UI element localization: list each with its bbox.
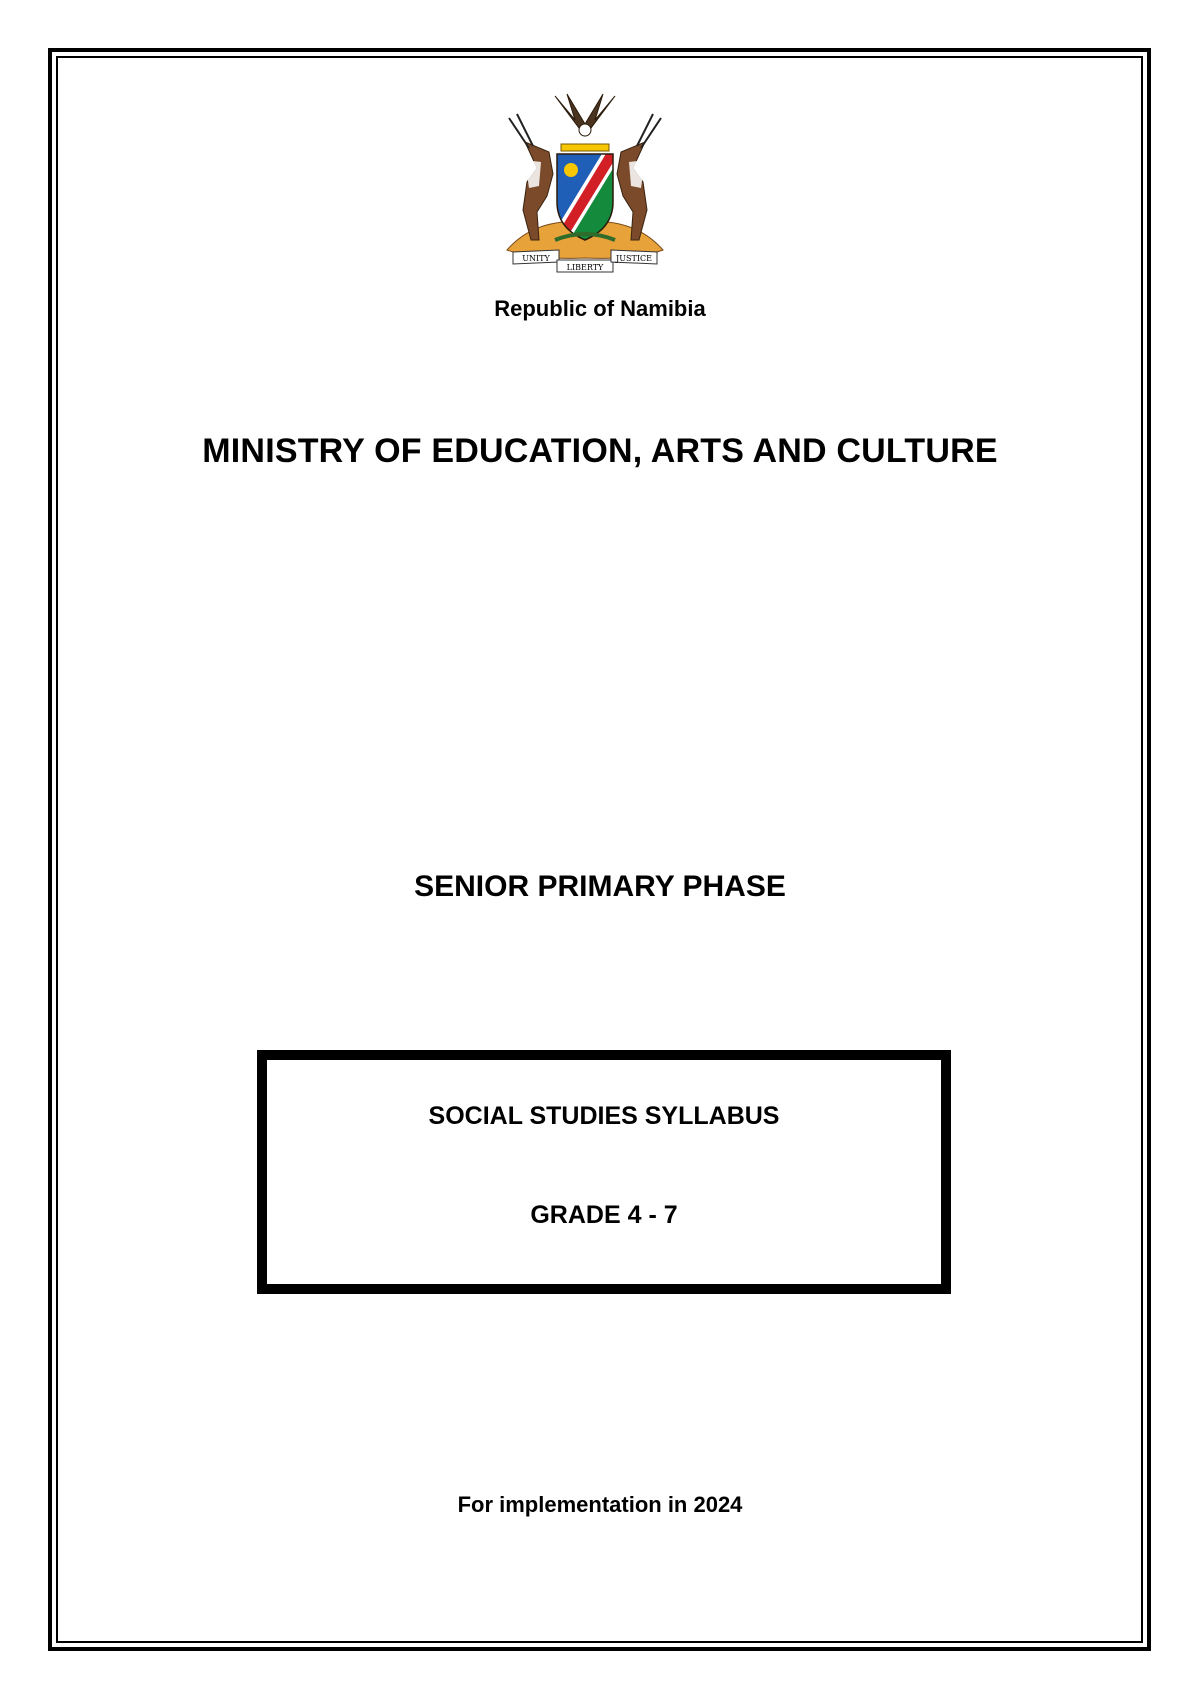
implementation-note: For implementation in 2024: [457, 1492, 743, 1517]
syllabus-box: [257, 1050, 951, 1294]
phase-title: SENIOR PRIMARY PHASE: [414, 870, 786, 903]
svg-text:LIBERTY: LIBERTY: [566, 263, 604, 272]
syllabus-title: SOCIAL STUDIES SYLLABUS: [428, 1102, 780, 1130]
svg-text:JUSTICE: JUSTICE: [616, 254, 652, 263]
grade-range: GRADE 4 - 7: [530, 1201, 678, 1229]
ministry-title: MINISTRY OF EDUCATION, ARTS AND CULTURE: [202, 432, 998, 470]
page-border-inner: [56, 56, 1143, 1643]
svg-text:UNITY: UNITY: [522, 254, 550, 263]
country-name: Republic of Namibia: [494, 296, 706, 321]
namibia-coat-of-arms-icon: [495, 90, 675, 280]
